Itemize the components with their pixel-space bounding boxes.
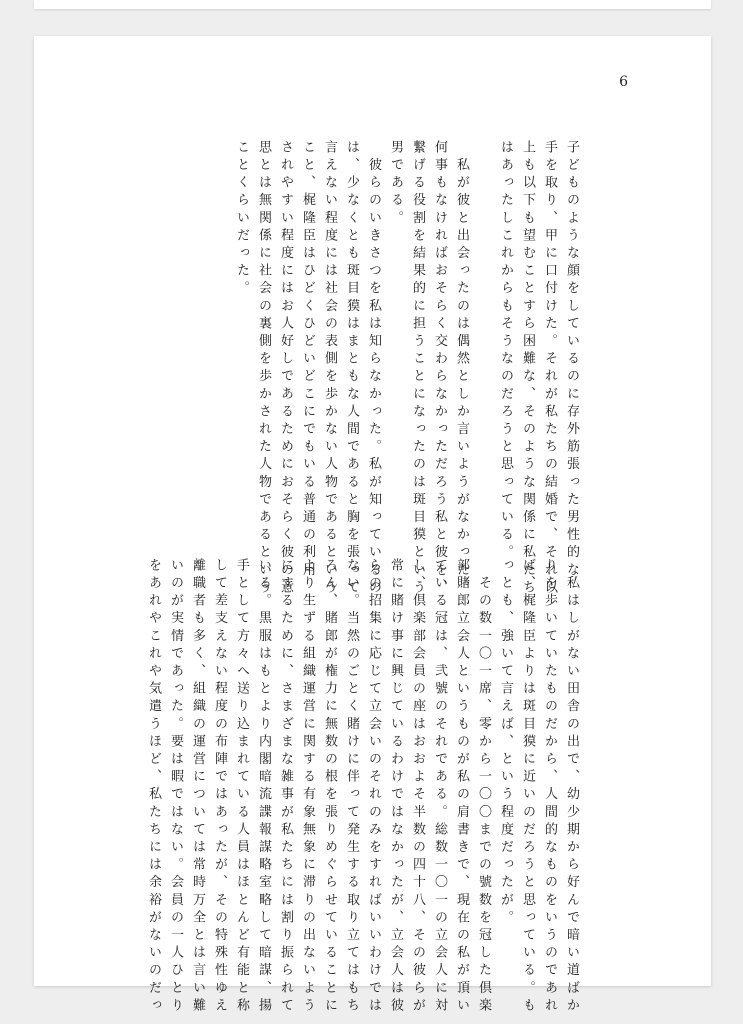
text-line: して差支えない程度の布陣ではあったが、その特殊性ゆえ	[212, 558, 227, 1016]
page-number: 6	[619, 74, 628, 90]
text-line: にするために、さまざまな雑事が私たちには割り振られて	[278, 558, 293, 1016]
text-line: ている冠は、弐號のそれである。総数一〇一の立会人に対	[432, 558, 447, 1016]
text-line: いのが実情であった。要は暇ではない。会員の一人ひとり	[168, 558, 183, 1016]
text-line: 私はしがない田舎の出で、幼少期から好んで暗い道ばか	[564, 558, 579, 1016]
text-line: 上も以下も望むことすら困難な、そのような関係に私たち	[520, 140, 535, 598]
text-line: ことくらいだった。	[234, 140, 249, 299]
text-line: こと、梶隆臣はひどくひどいどこにでもいる普通の利用	[300, 140, 315, 580]
text-line: されやすい程度にはお人好しであるためにおそらく彼の意	[278, 140, 293, 598]
text-line: ろん、賭郎が権力に無数の根を張りめぐらせていることに	[322, 558, 337, 1016]
text-line: りを歩いていたものだから、人間的なものをいうのであれ	[542, 558, 557, 1016]
text-line: をあれやこれや気遣うほど、私たちには余裕がないのだっ	[146, 558, 161, 1016]
text-line: 常に賭け事に興じているわけではなかったが、立会人は彼	[388, 558, 403, 1016]
previous-page-edge	[34, 0, 711, 9]
text-column-top	[230, 140, 582, 598]
text-line: その数一〇一席、零から一〇〇までの號数を冠した倶楽	[476, 558, 491, 1016]
text-line: より生ずる組織運営に関する有象無象に滞りの出ないよう	[300, 558, 315, 1016]
text-line: っとも、強いて言えば、という程度だったが。	[498, 558, 513, 928]
text-line: はあったしこれからもそうなのだろうと思っている。	[498, 140, 513, 563]
text-line: ば、梶隆臣よりは斑目獏に近いのだろうと思っている。も	[520, 558, 535, 1016]
text-line: 手を取り、甲に口付けた。それが私たちの結婚で、それ以	[542, 140, 557, 598]
text-line: 思とは無関係に社会の裏側を歩かされた人物であるという	[256, 140, 271, 598]
text-line: し、倶楽部会員の座はおおよそ半数の四十八、その彼らが	[410, 558, 425, 1016]
text-line: 子どものような顔をしているのに存外筋張った男性的な	[564, 140, 579, 580]
text-line: 部賭郎立会人というものが私の肩書きで、現在の私が頂い	[454, 558, 469, 1016]
text-line: 言えない程度には社会の表側を歩かない人物であるという	[322, 140, 337, 598]
text-line: 手として方々へ送り込まれている人員はほとんど有能と称	[234, 558, 249, 1016]
text-line: 私が彼と出会ったのは偶然としか言いようがなかった。	[454, 140, 469, 598]
text-line: は、少なくとも斑目獏はまともな人間であると胸を張って	[344, 140, 359, 598]
text-line: 男である。	[388, 140, 403, 228]
text-line: 彼らのいきさつを私は知らなかった。私が知っているの	[366, 140, 381, 598]
text-column-bottom	[142, 558, 582, 1016]
text-line: 離職者も多く、組織の運営については常時万全とは言い難	[190, 558, 205, 1016]
document-page	[34, 36, 711, 1016]
text-line: 繋げる役割を結果的に担うことになったのは斑目獏という	[410, 140, 425, 598]
text-line: ない。当然のごとく賭けに伴って発生する取り立てはもち	[344, 558, 359, 1016]
text-line: 何事もなければおそらく交わらなかっただろう私と彼を、	[432, 140, 447, 598]
text-line: らの招集に応じて立会いのそれのみをすればいいわけでは	[366, 558, 381, 1016]
paragraph-gap	[472, 140, 494, 510]
text-line: いる。黒服はもとより内閣暗流諜報謀略室略して暗謀、揚	[256, 558, 271, 1016]
